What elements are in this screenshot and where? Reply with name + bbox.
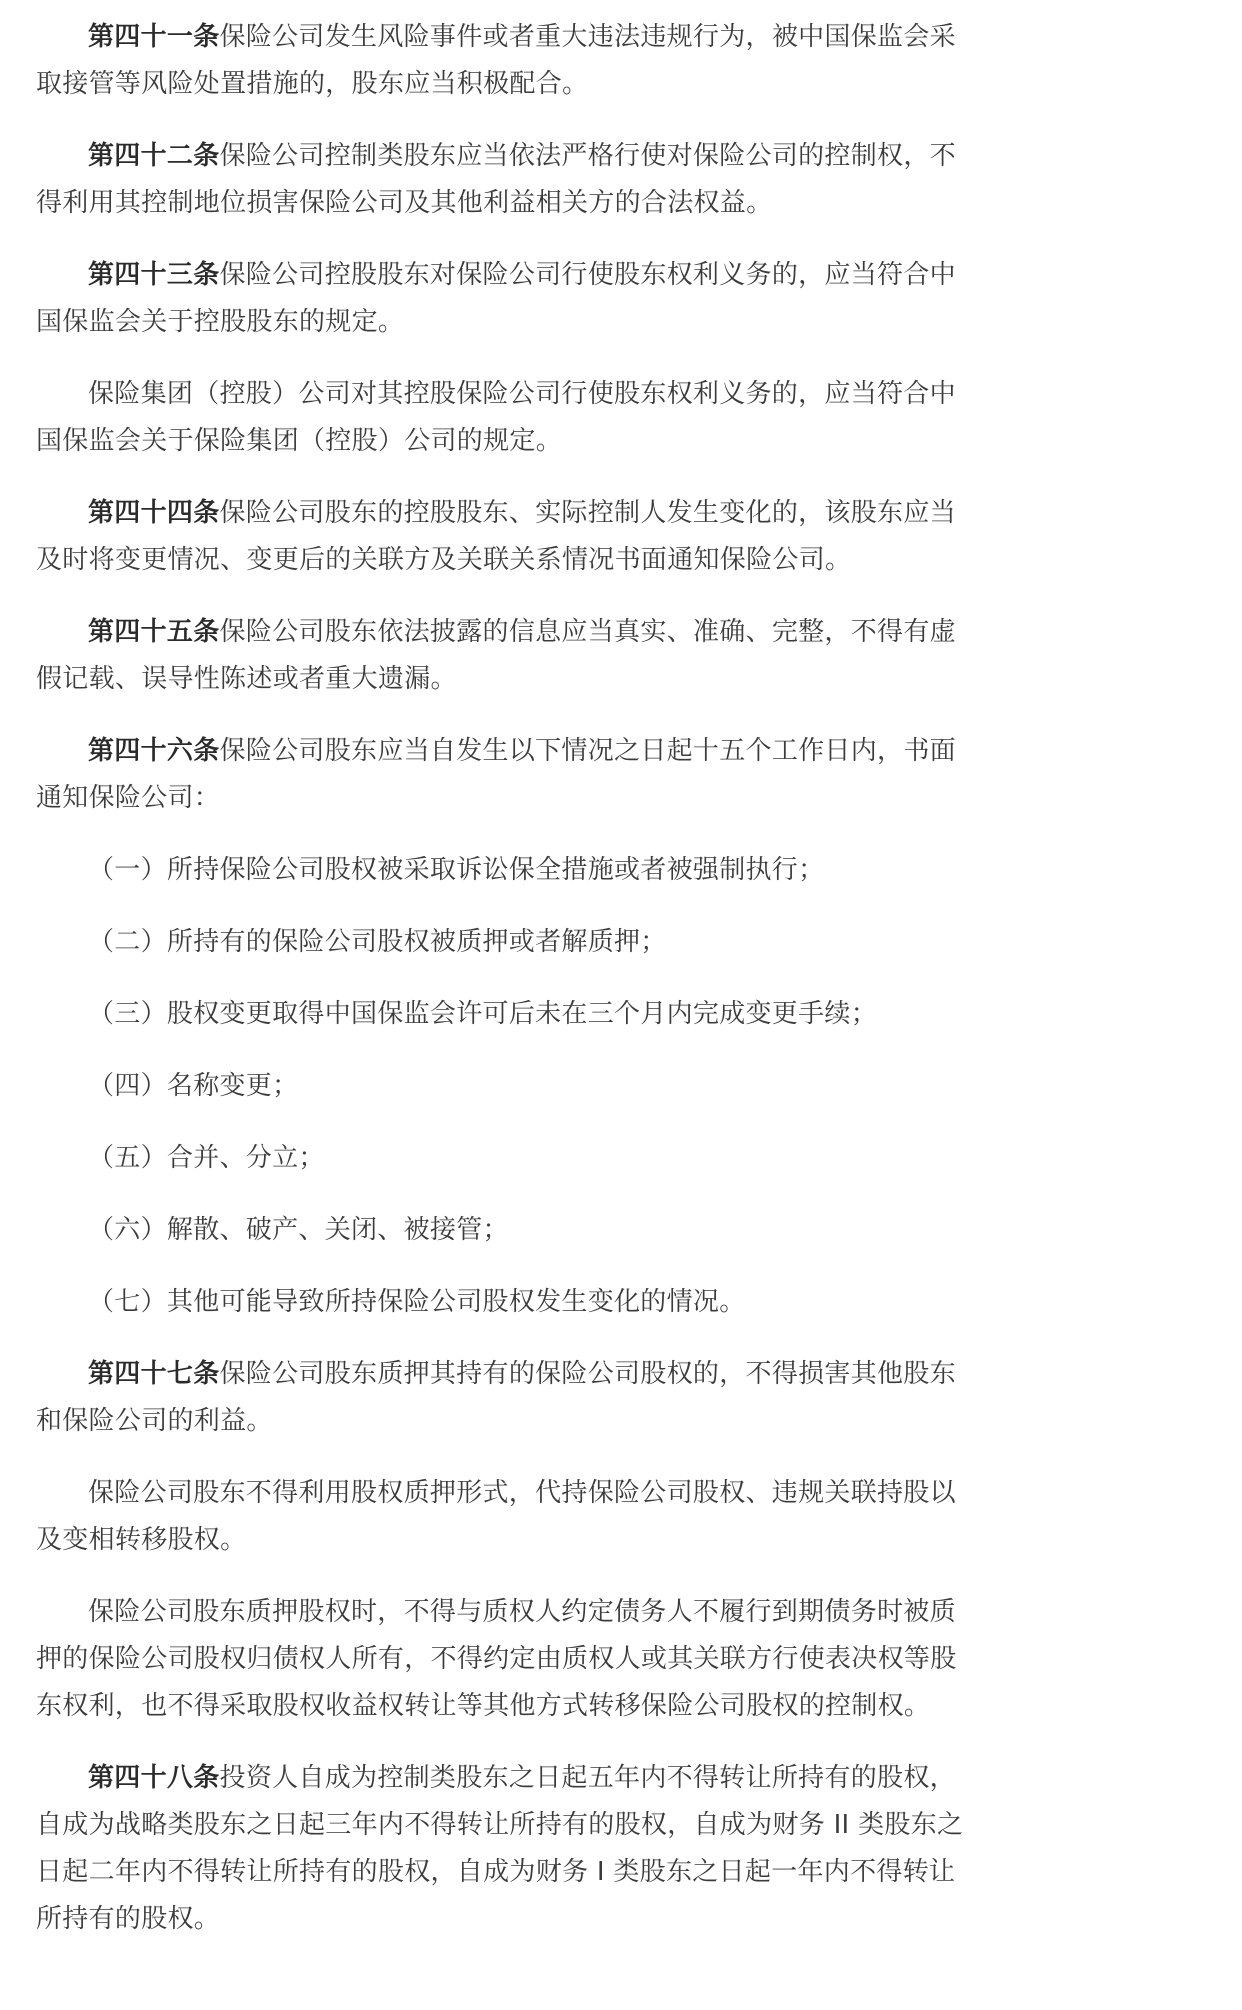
article-43	[36, 252, 976, 346]
article-48	[36, 1755, 976, 1943]
list-item: （六）解散、破产、关闭、被接管；	[88, 1215, 509, 1245]
article-47-paragraph-2	[36, 1470, 976, 1564]
article-45	[36, 609, 976, 703]
article-44	[36, 490, 976, 584]
article-number: 第四十五条	[88, 617, 220, 647]
article-text: 保险公司控股股东对保险公司行使股东权利义务的，应当符合中国保监会关于控股股东的规定。	[36, 260, 956, 337]
article-number: 第四十一条	[88, 22, 220, 52]
article-text: 保险公司股东质押股权时，不得与质权人约定债务人不履行到期债务时被质押的保险公司股权归债权人所有，不得约定由质权人或其关联方行使表决权等股东权利，也不得采取股权收益权转让等其他方式转移保险公司股权的控制权。	[36, 1597, 957, 1721]
article-text: 投资人自成为控制类股东之日起五年内不得转让所持有的股权，自成为战略类股东之日起三年内不得转让所持有的股权，自成为财务 II 类股东之日起二年内不得转让所持有的股权，自成为财务 I 类股东之日起一年内不得转让所持有的股权。	[36, 1763, 964, 1934]
article-47-paragraph-3	[36, 1589, 976, 1730]
list-item: （五）合并、分立；	[88, 1143, 325, 1173]
document-body	[36, 14, 976, 1968]
article-text: 保险公司控制类股东应当依法严格行使对保险公司的控制权，不得利用其控制地位损害保险公司及其他利益相关方的合法权益。	[36, 141, 956, 218]
article-text: 保险公司发生风险事件或者重大违法违规行为，被中国保监会采取接管等风险处置措施的，股东应当积极配合。	[36, 22, 956, 99]
list-item: （一）所持保险公司股权被采取诉讼保全措施或者被强制执行；	[88, 855, 825, 885]
article-number: 第四十三条	[88, 260, 220, 290]
article-text: 保险公司股东依法披露的信息应当真实、准确、完整，不得有虚假记载、误导性陈述或者重大遗漏。	[36, 617, 956, 694]
article-43-paragraph-2	[36, 371, 976, 465]
article-text: 保险集团（控股）公司对其控股保险公司行使股东权利义务的，应当符合中国保监会关于保险集团（控股）公司的规定。	[36, 379, 956, 456]
article-text: 保险公司股东的控股股东、实际控制人发生变化的，该股东应当及时将变更情况、变更后的关联方及关联关系情况书面通知保险公司。	[36, 498, 956, 575]
article-number: 第四十二条	[88, 141, 220, 171]
list-item: （四）名称变更；	[88, 1071, 299, 1101]
article-46	[36, 728, 976, 822]
list-item: （二）所持有的保险公司股权被质押或者解质押；	[88, 927, 667, 957]
list-item: （三）股权变更取得中国保监会许可后未在三个月内完成变更手续；	[88, 999, 878, 1029]
article-number: 第四十八条	[88, 1763, 220, 1793]
article-number: 第四十六条	[88, 736, 220, 766]
article-47	[36, 1351, 976, 1445]
article-text: 保险公司股东质押其持有的保险公司股权的，不得损害其他股东和保险公司的利益。	[36, 1359, 956, 1436]
article-text: 保险公司股东不得利用股权质押形式，代持保险公司股权、违规关联持股以及变相转移股权。	[36, 1478, 956, 1555]
list-item: （七）其他可能导致所持保险公司股权发生变化的情况。	[88, 1287, 746, 1317]
article-42	[36, 133, 976, 227]
article-41	[36, 14, 976, 108]
article-number: 第四十四条	[88, 498, 220, 528]
article-text: 保险公司股东应当自发生以下情况之日起十五个工作日内，书面通知保险公司：	[36, 736, 956, 813]
article-number: 第四十七条	[88, 1359, 220, 1389]
